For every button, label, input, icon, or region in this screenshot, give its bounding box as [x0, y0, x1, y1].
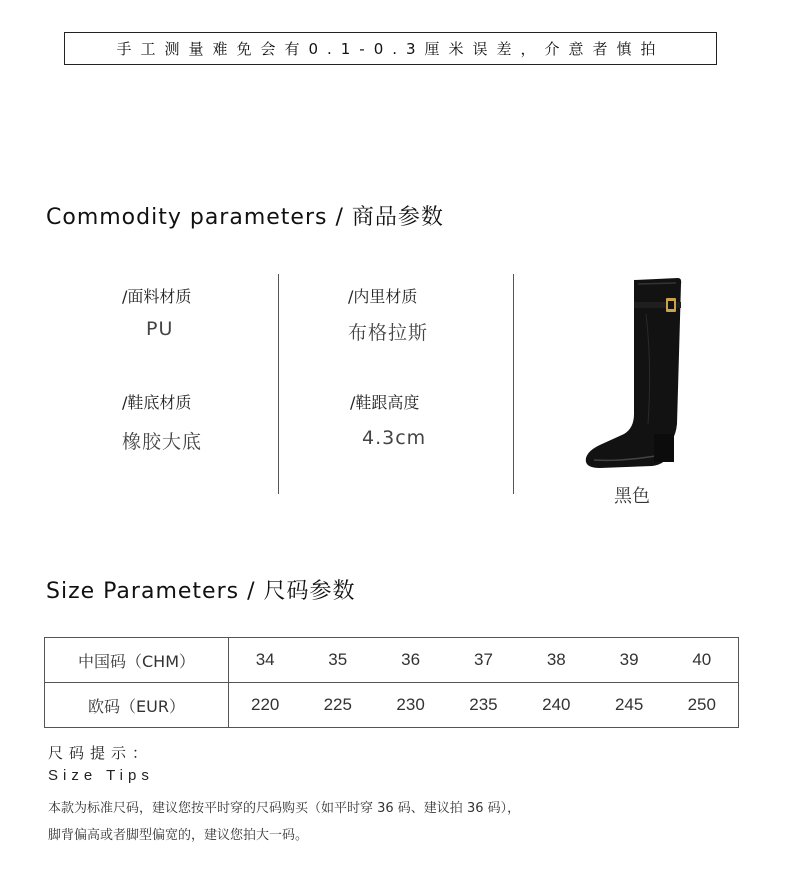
- measurement-disclaimer-banner: 手工测量难免会有0.1-0.3厘米误差，介意者慎拍: [64, 32, 717, 65]
- fabric-label: /面料材质: [122, 287, 192, 306]
- black-boot-image: [582, 274, 692, 474]
- fabric-value: PU: [146, 318, 174, 340]
- size-tip-text: 本款为标准尺码，建议您按平时穿的尺码购买（如平时穿 36 码、建议拍 36 码），: [48, 801, 521, 816]
- commodity-parameters-title: Commodity parameters / 商品参数: [46, 205, 444, 230]
- size-cell: 230: [374, 683, 447, 728]
- size-cell: 220: [229, 683, 302, 728]
- color-label: 黑色: [614, 486, 650, 507]
- size-tips-title-en: Size Tips: [48, 767, 154, 784]
- size-table: [44, 637, 739, 728]
- size-cell: 235: [447, 683, 520, 728]
- table-row: [45, 683, 739, 728]
- size-cell: 245: [593, 683, 666, 728]
- size-cell: 39: [593, 638, 666, 683]
- size-tip-text: 脚背偏高或者脚型偏宽的，建议您拍大一码。: [48, 828, 309, 843]
- size-cell: 36: [374, 638, 447, 683]
- column-divider: [513, 274, 514, 494]
- lining-label: /内里材质: [348, 287, 418, 306]
- size-cell: 250: [666, 683, 739, 728]
- sole-label: /鞋底材质: [122, 393, 192, 412]
- column-divider: [278, 274, 279, 494]
- row-header: 中国码（CHM）: [45, 638, 229, 683]
- lining-value: 布格拉斯: [348, 322, 429, 344]
- size-parameters-title: Size Parameters / 尺码参数: [46, 579, 356, 604]
- sole-value: 橡胶大底: [122, 431, 203, 453]
- size-cell: 40: [666, 638, 739, 683]
- size-cell: 35: [301, 638, 374, 683]
- size-cell: 225: [301, 683, 374, 728]
- heel-height-value: 4.3cm: [362, 427, 427, 449]
- size-cell: 240: [520, 683, 593, 728]
- row-header: 欧码（EUR）: [45, 683, 229, 728]
- size-cell: 38: [520, 638, 593, 683]
- heel-height-label: /鞋跟高度: [350, 393, 420, 412]
- size-cell: 34: [229, 638, 302, 683]
- table-row: [45, 638, 739, 683]
- size-tips-title-cn: 尺码提示：: [48, 744, 154, 762]
- size-cell: 37: [447, 638, 520, 683]
